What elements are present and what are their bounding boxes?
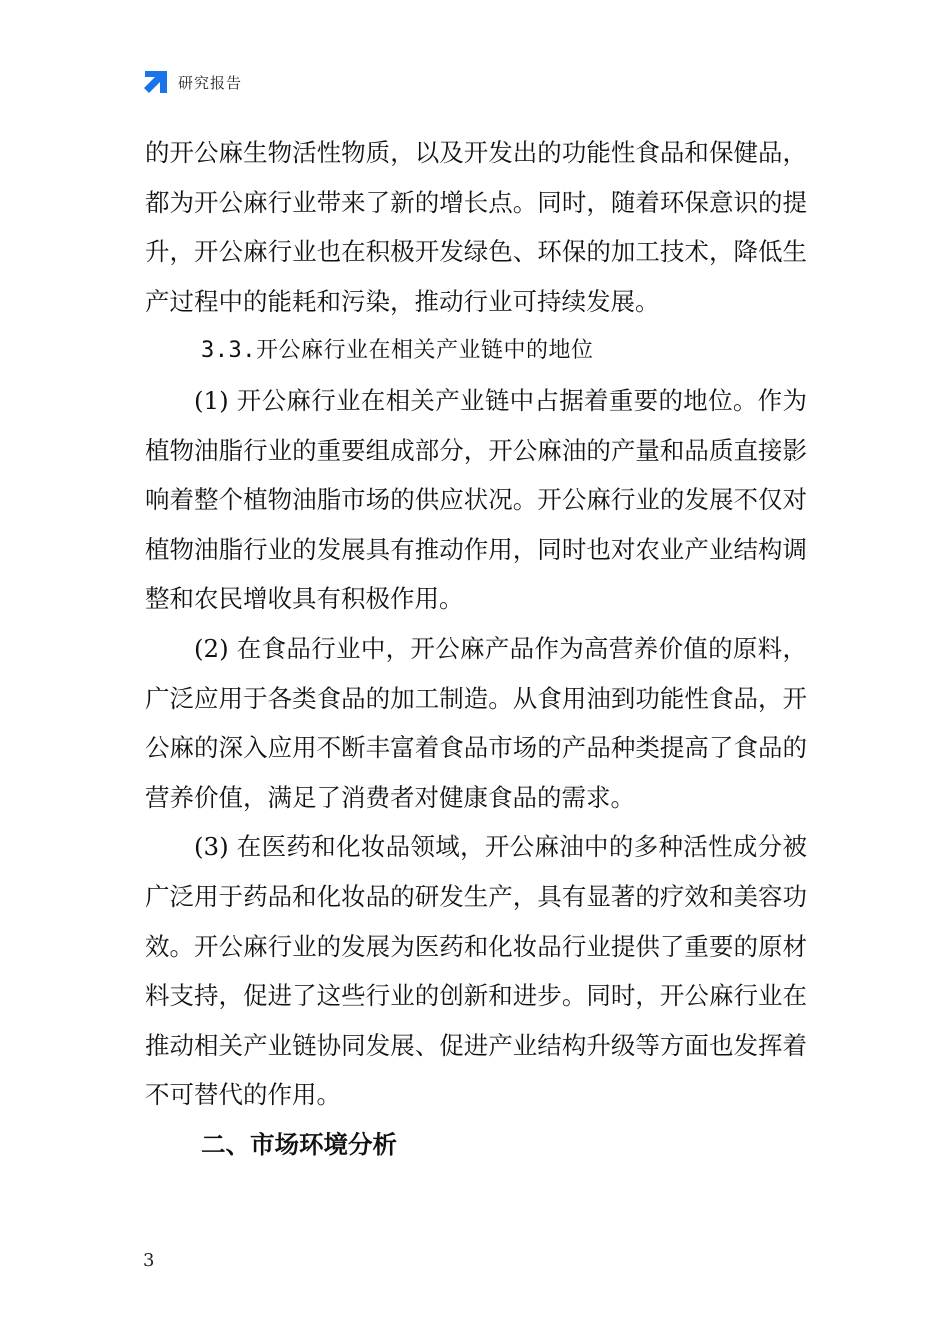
page-number: 3	[143, 1250, 155, 1271]
report-header	[143, 68, 242, 96]
arrow-up-right-logo-icon	[143, 69, 169, 95]
paragraph-2: (2) 在食品行业中，开公麻产品作为高营养价值的原料，广泛应用于各类食品的加工制造。从食用油到功能性食品，开公麻的深入应用不断丰富着食品市场的产品种类提高了食品的营养价值，满足了消费者对健康食品的需求。	[145, 633, 807, 812]
section-heading-market-environment: 二、市场环境分析	[201, 1129, 397, 1159]
paragraph-continued: 的开公麻生物活性物质，以及开发出的功能性食品和保健品，都为开公麻行业带来了新的增长点。同时，随着环保意识的提升，开公麻行业也在积极开发绿色、环保的加工技术，降低生产过程中的能耗和污染，推动行业可持续发展。	[145, 138, 807, 316]
document-body	[145, 128, 807, 1169]
paragraph-3: (3) 在医药和化妆品领域，开公麻油中的多种活性成分被广泛用于药品和化妆品的研发生产，具有显著的疗效和美容功效。开公麻行业的发展为医药和化妆品行业提供了重要的原材料支持，促进了这些行业的创新和进步。同时，开公麻行业在推动相关产业链协同发展、促进产业结构升级等方面也发挥着不可替代的作用。	[145, 832, 807, 1110]
subheading-3-3: 3.3.开公麻行业在相关产业链中的地位	[201, 338, 594, 364]
paragraph-1: (1) 开公麻行业在相关产业链中占据着重要的地位。作为植物油脂行业的重要组成部分，开公麻油的产量和品质直接影响着整个植物油脂市场的供应状况。开公麻行业的发展不仅对植物油脂行业的发展具有推动作用，同时也对农业产业结构调整和农民增收具有积极作用。	[145, 385, 807, 614]
header-title: 研究报告	[178, 73, 243, 92]
